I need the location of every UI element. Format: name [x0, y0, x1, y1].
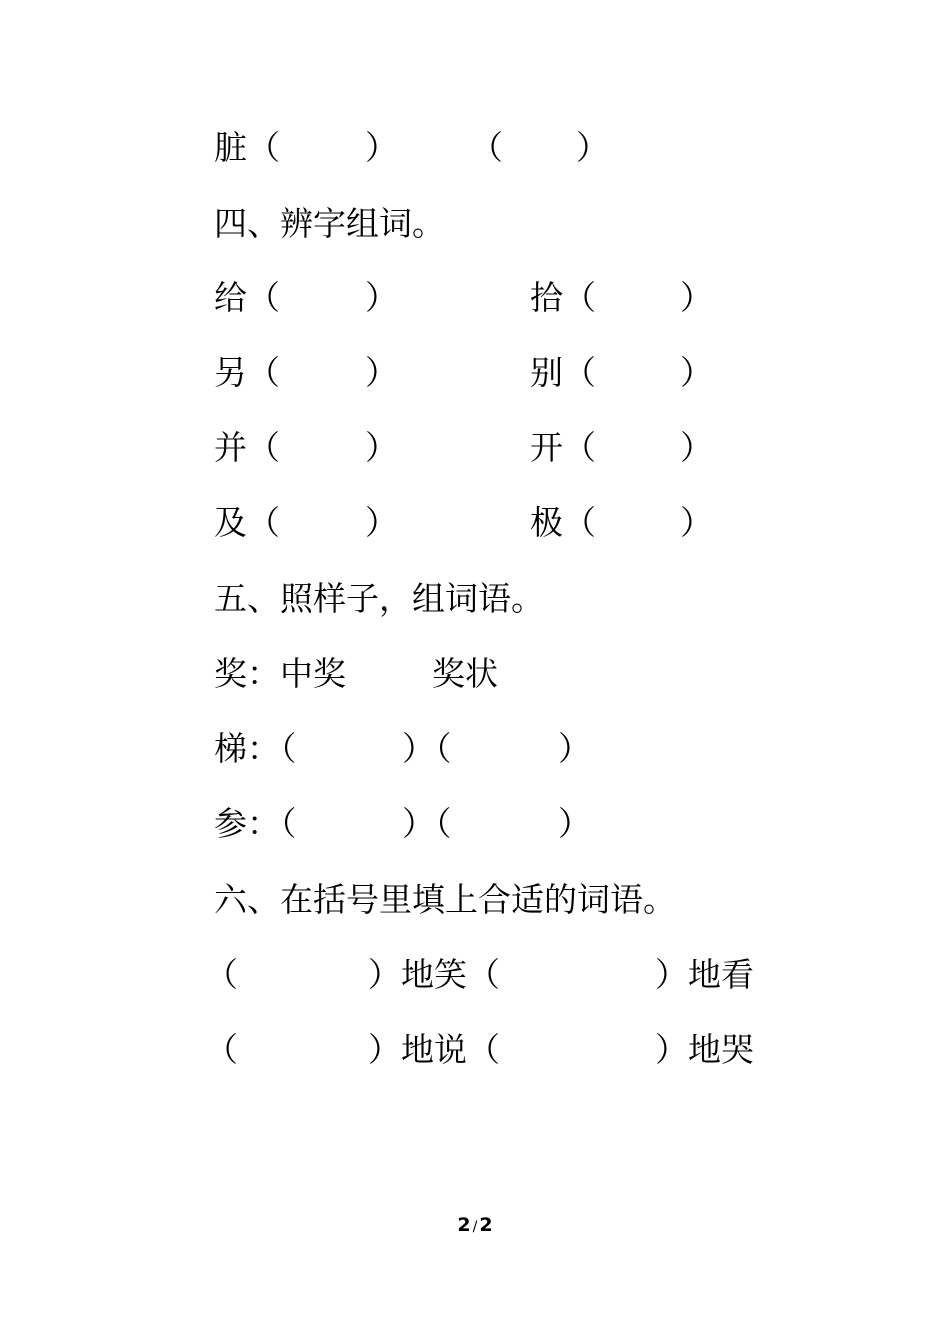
word-label: 给（: [214, 278, 280, 317]
page-number: [0, 1214, 950, 1236]
example-word: 奖状: [432, 654, 498, 693]
blank-close: ）: [680, 278, 713, 317]
word-label: 脏（: [214, 128, 280, 167]
current-page: 2: [457, 1214, 471, 1236]
word-label: 开（: [530, 428, 596, 467]
word-label: 另（: [214, 353, 280, 392]
total-pages: 2: [479, 1214, 493, 1236]
example-word: 奖：中奖: [214, 654, 346, 693]
blank-close: ）: [576, 128, 609, 167]
word-label: 别（: [530, 353, 596, 392]
blank-close-word: ）地笑（: [368, 955, 500, 994]
word-label: 拾（: [530, 278, 596, 317]
word-label: 梯：（: [214, 729, 297, 768]
blank-close-word: ）地哭: [655, 1030, 754, 1069]
section-title: 六、在括号里填上合适的词语。: [214, 880, 676, 919]
word-label: 极（: [530, 503, 596, 542]
blank-close: ）: [680, 428, 713, 467]
blank-close: ）: [558, 729, 591, 768]
blank-close-word: ）地说（: [368, 1030, 500, 1069]
blank-close-open: ）（: [402, 804, 452, 843]
word-label: 参：（: [214, 804, 297, 843]
blank-close-word: ）地看: [655, 955, 754, 994]
word-label: 并（: [214, 428, 280, 467]
word-label: 及（: [214, 503, 280, 542]
blank-close-open: ）（: [402, 729, 452, 768]
section-title: 四、辨字组词。: [214, 204, 445, 243]
blank-close: ）: [680, 503, 713, 542]
blank-close: ）: [365, 128, 398, 167]
blank-close: ）: [558, 804, 591, 843]
blank-close: ）: [365, 278, 398, 317]
blank-open: （: [205, 955, 238, 994]
blank-close: ）: [365, 428, 398, 467]
blank-close: ）: [680, 353, 713, 392]
page-separator: /: [472, 1219, 478, 1235]
section-title: 五、照样子，组词语。: [214, 579, 544, 618]
blank-close: ）: [365, 353, 398, 392]
blank-open: （: [470, 128, 503, 167]
blank-open: （: [205, 1030, 238, 1069]
blank-close: ）: [365, 503, 398, 542]
